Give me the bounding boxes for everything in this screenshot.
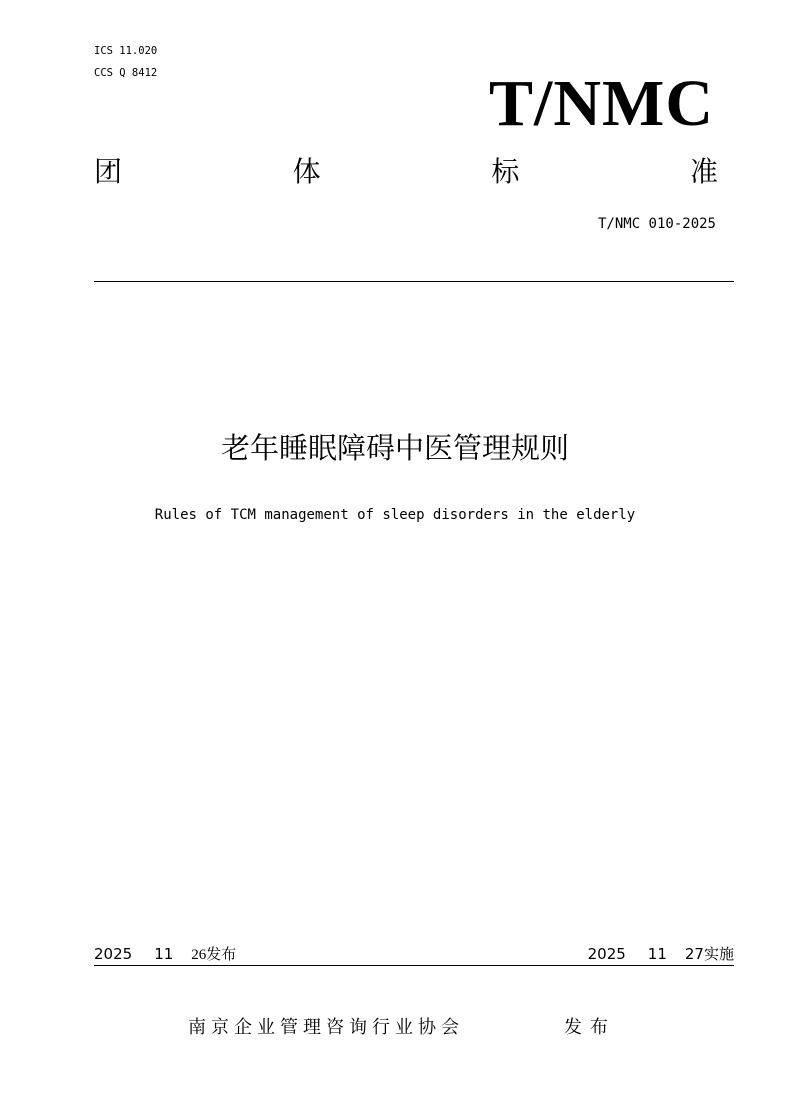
issue-year: 2025 xyxy=(94,945,133,963)
standard-number: T/NMC 010-2025 xyxy=(597,216,716,232)
impl-year: 2025 xyxy=(587,945,626,963)
issue-label: 发布 xyxy=(206,945,237,963)
impl-day: 27 xyxy=(684,945,704,963)
header-divider xyxy=(94,281,734,282)
footer-divider xyxy=(94,965,734,966)
impl-label: 实施 xyxy=(703,945,734,963)
standard-type-char: 标 xyxy=(491,155,520,188)
impl-month: 11 xyxy=(647,945,667,963)
dates-row xyxy=(94,943,734,965)
standard-type-char: 团 xyxy=(94,155,123,188)
standard-brand: T/NMC xyxy=(489,67,714,140)
title-english: Rules of TCM management of sleep disorders in the elderly xyxy=(154,507,636,523)
implementation-date xyxy=(588,943,734,965)
ics-code: ICS 11.020 xyxy=(94,45,158,57)
publisher-name: 南京企业管理咨询行业协会 xyxy=(188,1017,464,1038)
ccs-code: CCS Q 8412 xyxy=(94,67,158,79)
issue-day: 26 xyxy=(191,947,207,963)
standard-type-char: 准 xyxy=(689,155,718,188)
standard-type-char: 体 xyxy=(292,155,321,188)
publish-label: 发布 xyxy=(564,1017,616,1038)
title-chinese: 老年睡眠障碍中医管理规则 xyxy=(220,431,569,465)
classification-codes xyxy=(94,40,157,84)
issue-month: 11 xyxy=(154,945,174,963)
standard-type xyxy=(94,152,718,192)
issue-date xyxy=(94,943,236,966)
